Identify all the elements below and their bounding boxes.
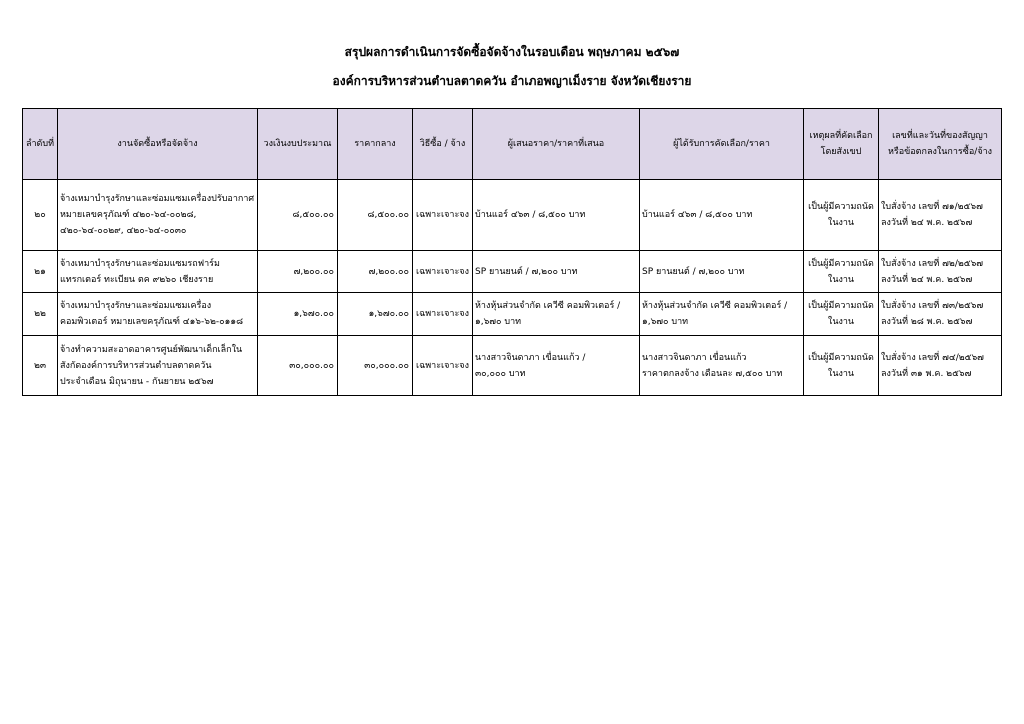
- cell-contract: [879, 336, 1002, 396]
- winner-line: บ้านแอร์ ๔๖๓ / ๘,๕๐๐ บาท: [642, 210, 753, 220]
- bidders-line: ๑,๖๗๐ บาท: [475, 317, 522, 327]
- cell-no: ๒๓: [23, 336, 58, 396]
- cell-reason: [804, 180, 879, 251]
- cell-winner: [640, 293, 804, 336]
- header-bidders: ผู้เสนอราคา/ราคาที่เสนอ: [473, 109, 640, 180]
- cell-contract: [879, 180, 1002, 251]
- reason-line: เป็นผู้มีความถนัด: [808, 352, 874, 363]
- bidders-line: ห้างหุ้นส่วนจำกัด เควีซี คอมพิวเตอร์ /: [475, 301, 621, 311]
- item-line: จ้างเหมาบำรุงรักษาและซ่อมแซมเครื่อง: [60, 301, 212, 311]
- item-line: จ้างเหมาบำรุงรักษาและซ่อมแซมเครื่องปรับอากาศ: [60, 194, 255, 204]
- cell-winner: [640, 180, 804, 251]
- bidders-line: บ้านแอร์ ๔๖๓ / ๘,๕๐๐ บาท: [475, 210, 586, 220]
- header-contract-line: เลขที่และวันที่ของสัญญา: [892, 131, 988, 141]
- cell-item: [58, 336, 258, 396]
- reason-line: ในงาน: [827, 317, 855, 327]
- header-budget: วงเงินงบประมาณ: [258, 109, 338, 180]
- item-line: จ้างเหมาบำรุงรักษาและซ่อมแซมรถฟาร์ม: [60, 258, 220, 269]
- cell-item: [58, 251, 258, 293]
- item-line: ๔๒๐-๖๔-๐๐๒๙, ๔๒๐-๖๔-๐๐๓๐: [60, 226, 187, 236]
- cell-method: เฉพาะเจาะจง: [413, 251, 473, 293]
- table-row: [23, 293, 1002, 336]
- cell-budget: ๘,๕๐๐.๐๐: [258, 180, 338, 251]
- table-row: [23, 251, 1002, 293]
- contract-line: ลงวันที่ ๒๘ พ.ค. ๒๕๖๗: [881, 317, 973, 327]
- contract-line: ใบสั่งจ้าง เลขที่ ๗๔/๒๕๖๗: [881, 352, 984, 363]
- header-reason: [804, 109, 879, 180]
- contract-line: ใบสั่งจ้าง เลขที่ ๗๓/๒๕๖๗: [881, 301, 984, 311]
- header-reason-line: โดยสังเขป: [820, 147, 862, 157]
- item-line: คอมพิวเตอร์ หมายเลขครุภัณฑ์ ๔๑๖-๖๒-๐๑๑๘: [60, 317, 244, 327]
- cell-winner: [640, 336, 804, 396]
- procurement-table: [22, 108, 1002, 396]
- cell-median-price: ๑,๖๗๐.๐๐: [338, 293, 413, 336]
- cell-median-price: ๓๐,๐๐๐.๐๐: [338, 336, 413, 396]
- document-subtitle: องค์การบริหารส่วนตำบลตาดควัน อำเภอพญาเม็งราย จังหวัดเชียงราย: [332, 74, 692, 88]
- cell-item: [58, 180, 258, 251]
- cell-median-price: ๗,๒๐๐.๐๐: [338, 251, 413, 293]
- winner-line: SP ยานยนต์ / ๗,๒๐๐ บาท: [642, 266, 745, 277]
- document-title: สรุปผลการดำเนินการจัดซื้อจัดจ้างในรอบเดือน พฤษภาคม ๒๕๖๗: [344, 45, 680, 59]
- cell-bidders: [473, 336, 640, 396]
- cell-contract: [879, 293, 1002, 336]
- cell-bidders: [473, 293, 640, 336]
- table-row: [23, 180, 1002, 251]
- cell-no: ๒๐: [23, 180, 58, 251]
- header-contract-line: หรือข้อตกลงในการซื้อ/จ้าง: [887, 147, 993, 157]
- item-line: แทรกเตอร์ ทะเบียน ตค ๙๒๖๐ เชียงราย: [60, 274, 214, 285]
- bidders-line: ๓๐,๐๐๐ บาท: [475, 368, 526, 379]
- reason-line: เป็นผู้มีความถนัด: [808, 301, 874, 311]
- contract-line: ลงวันที่ ๓๑ พ.ค. ๒๕๖๗: [881, 368, 972, 379]
- header-no: ลำดับที่: [23, 109, 58, 180]
- table-row: [23, 336, 1002, 396]
- cell-budget: ๓๐,๐๐๐.๐๐: [258, 336, 338, 396]
- header-item: งานจัดซื้อหรือจัดจ้าง: [58, 109, 258, 180]
- cell-budget: ๗,๒๐๐.๐๐: [258, 251, 338, 293]
- winner-line: ราคาตกลงจ้าง เดือนละ ๗,๕๐๐ บาท: [642, 368, 783, 379]
- reason-line: เป็นผู้มีความถนัด: [808, 202, 874, 212]
- header-method: วิธีซื้อ / จ้าง: [413, 109, 473, 180]
- header-median-price: ราคากลาง: [338, 109, 413, 180]
- table-header-row: [23, 109, 1002, 180]
- item-line: ประจำเดือน มิถุนายน - กันยายน ๒๕๖๗: [60, 376, 214, 387]
- reason-line: ในงาน: [827, 218, 855, 228]
- contract-line: ใบสั่งจ้าง เลขที่ ๗๑/๒๕๖๗: [881, 202, 983, 212]
- item-line: หมายเลขครุภัณฑ์ ๔๒๐-๖๔-๐๐๒๘,: [60, 210, 197, 220]
- cell-method: เฉพาะเจาะจง: [413, 293, 473, 336]
- cell-bidders: [473, 251, 640, 293]
- bidders-line: นางสาวจินดาภา เขื่อนแก้ว /: [475, 352, 586, 363]
- cell-median-price: ๘,๕๐๐.๐๐: [338, 180, 413, 251]
- header-winner: ผู้ได้รับการคัดเลือก/ราคา: [640, 109, 804, 180]
- reason-line: เป็นผู้มีความถนัด: [808, 258, 874, 269]
- cell-budget: ๑,๖๗๐.๐๐: [258, 293, 338, 336]
- reason-line: ในงาน: [827, 274, 855, 285]
- cell-no: ๒๑: [23, 251, 58, 293]
- header-reason-line: เหตุผลที่คัดเลือก: [809, 131, 873, 141]
- contract-line: ลงวันที่ ๒๔ พ.ค. ๒๕๖๗: [881, 218, 973, 228]
- bidders-line: SP ยานยนต์ / ๗,๒๐๐ บาท: [475, 266, 578, 277]
- item-line: จ้างทำความสะอาดอาคารศูนย์พัฒนาเด็กเล็กใน: [60, 344, 243, 355]
- reason-line: ในงาน: [827, 368, 855, 379]
- cell-method: เฉพาะเจาะจง: [413, 336, 473, 396]
- cell-item: [58, 293, 258, 336]
- winner-line: ๑,๖๗๐ บาท: [642, 317, 689, 327]
- header-contract: [879, 109, 1002, 180]
- cell-reason: [804, 336, 879, 396]
- contract-line: ใบสั่งจ้าง เลขที่ ๗๒/๒๕๖๗: [881, 258, 984, 269]
- cell-no: ๒๒: [23, 293, 58, 336]
- contract-line: ลงวันที่ ๒๔ พ.ค. ๒๕๖๗: [881, 274, 973, 285]
- cell-bidders: [473, 180, 640, 251]
- cell-winner: [640, 251, 804, 293]
- winner-line: นางสาวจินดาภา เขื่อนแก้ว: [642, 352, 747, 363]
- cell-reason: [804, 251, 879, 293]
- cell-method: เฉพาะเจาะจง: [413, 180, 473, 251]
- cell-contract: [879, 251, 1002, 293]
- item-line: สังกัดองค์การบริหารส่วนตำบลตาดควัน: [60, 360, 212, 371]
- cell-reason: [804, 293, 879, 336]
- winner-line: ห้างหุ้นส่วนจำกัด เควีซี คอมพิวเตอร์ /: [642, 301, 788, 311]
